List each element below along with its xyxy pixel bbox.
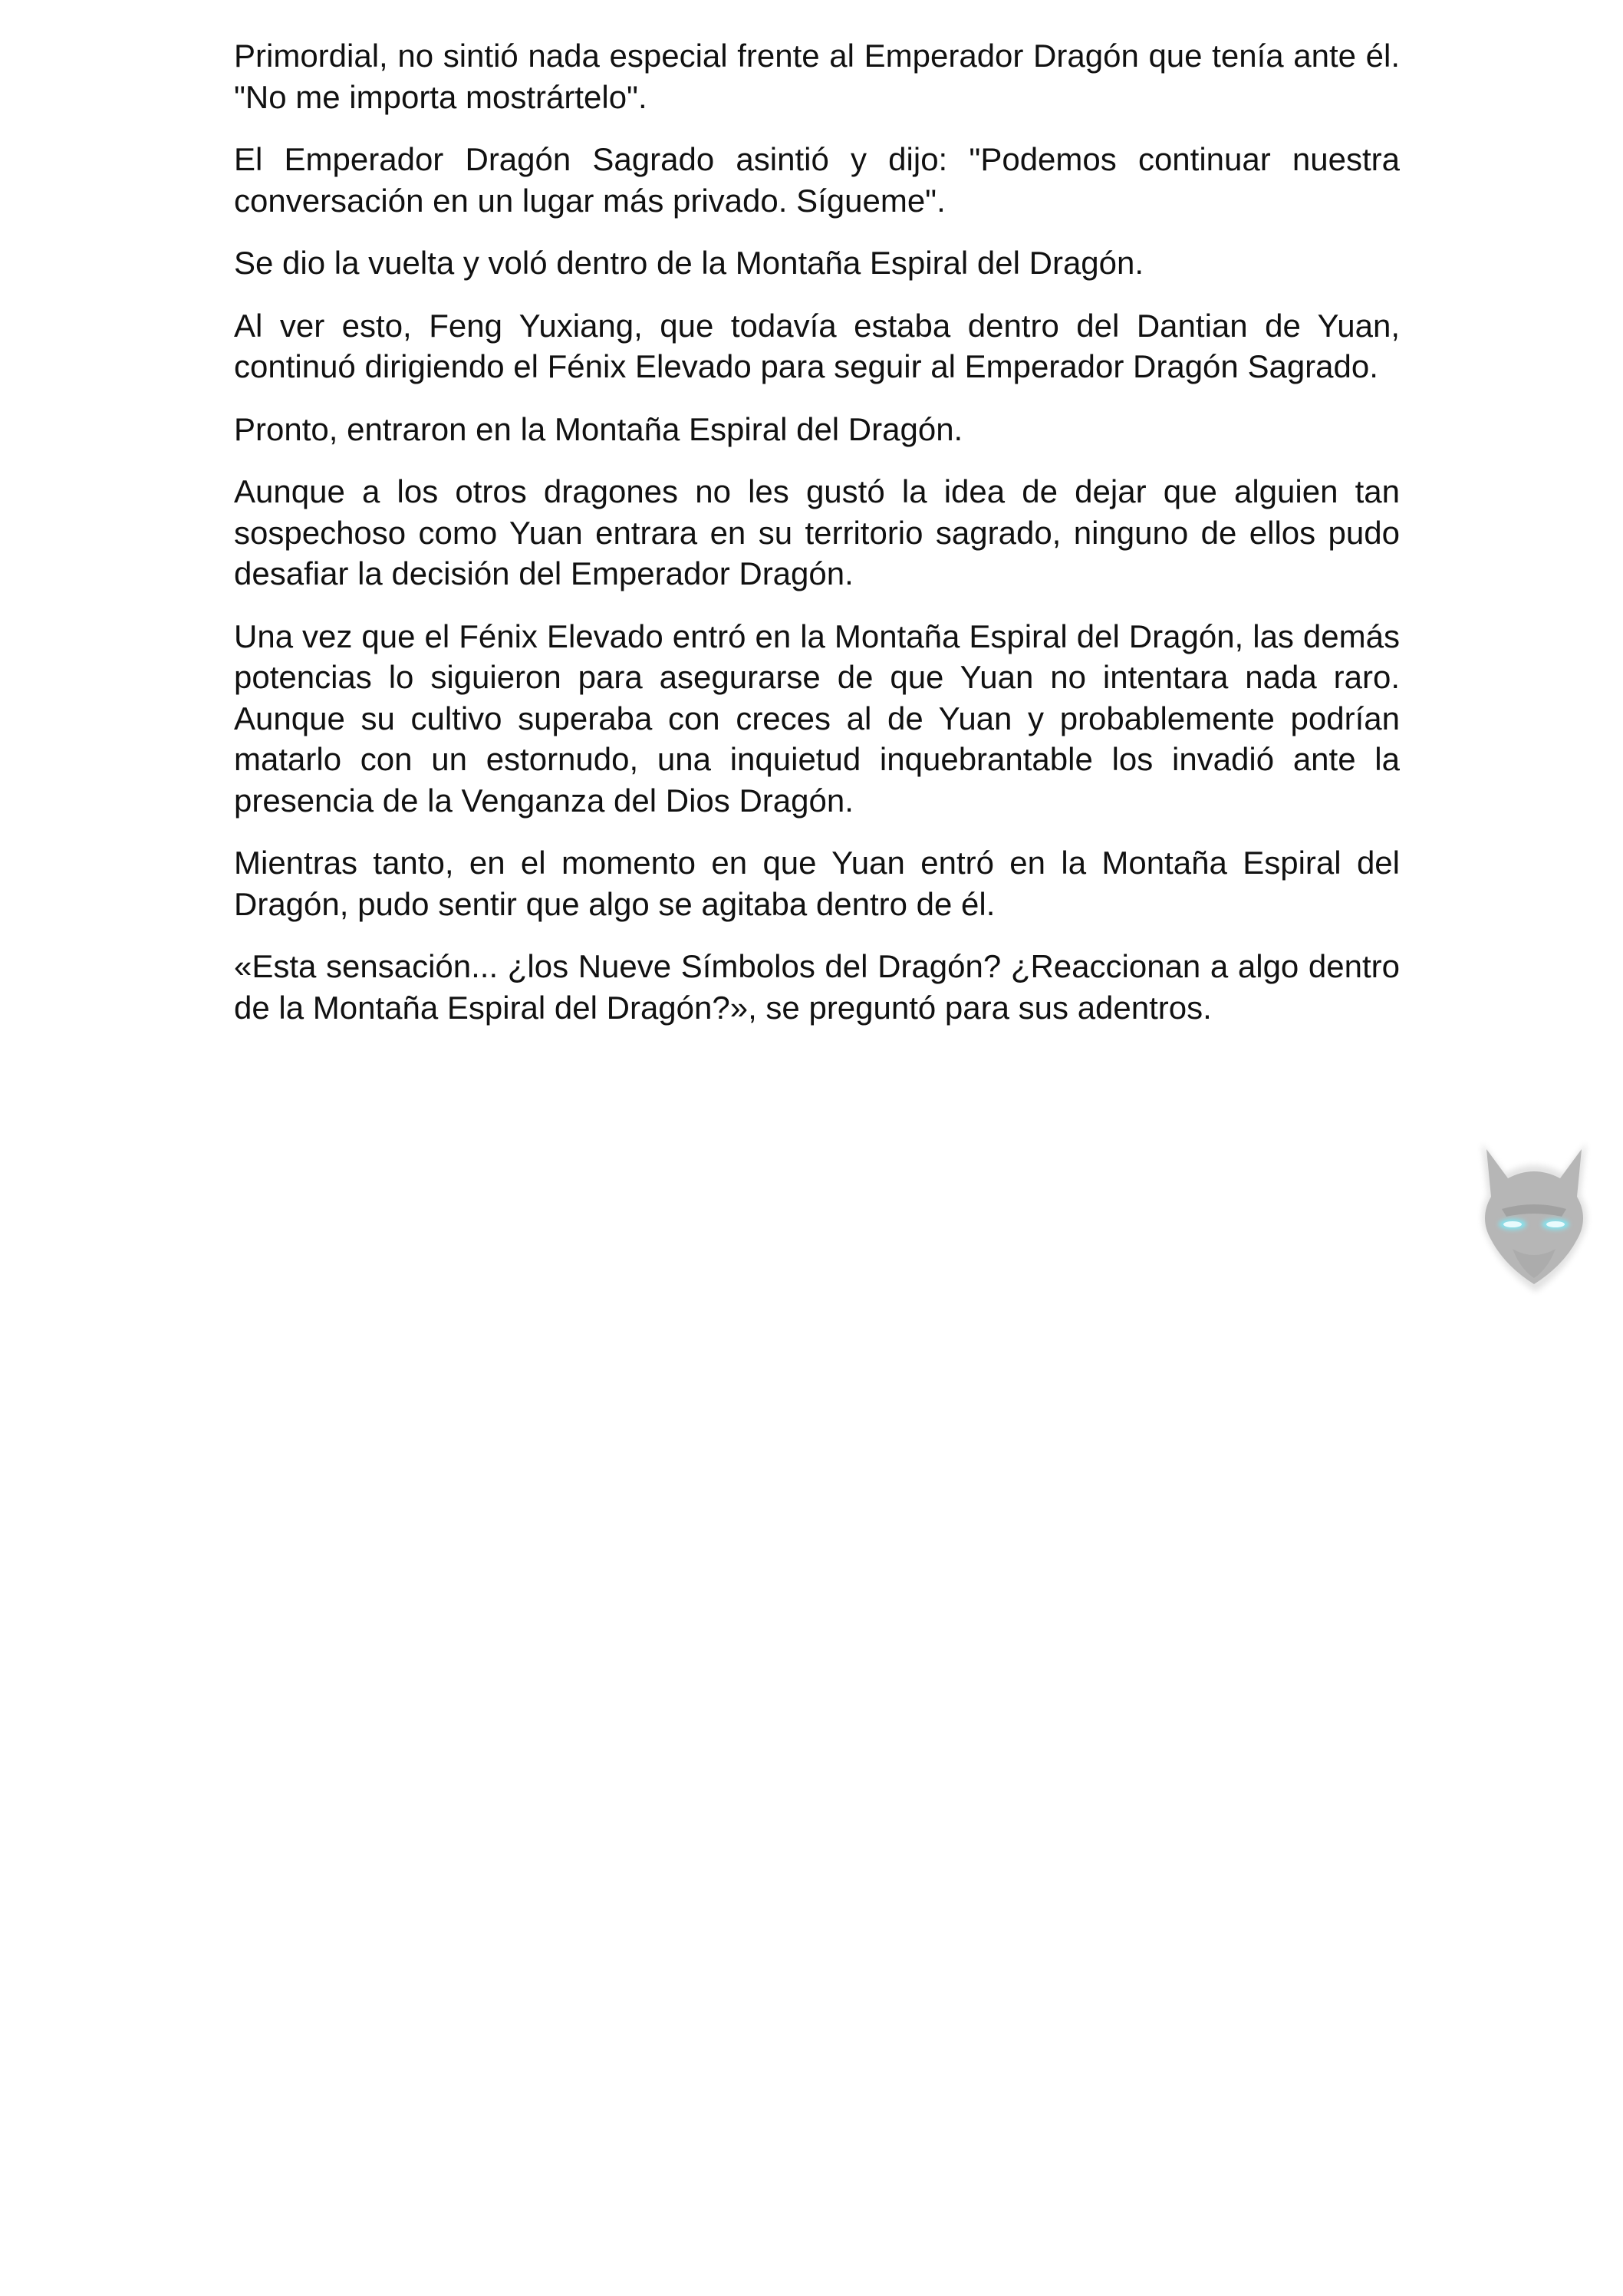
paragraph-4: Al ver esto, Feng Yuxiang, que todavía estaba dentro del Dantian de Yuan, continuó dirigiendo el Fénix Elevado para seguir al Emperador Dragón Sagrado.	[234, 307, 1400, 384]
paragraph-5: Pronto, entraron en la Montaña Espiral del Dragón.	[234, 410, 963, 447]
demon-head-logo-icon	[1465, 1126, 1603, 1299]
paragraph-7: Una vez que el Fénix Elevado entró en la Montaña Espiral del Dragón, las demás potencias lo siguieron para asegurarse de que Yuan no intentara nada raro. Aunque su cultivo superaba con creces al de Yuan y probablemente podrían matarlo con un estornudo, una inquietud inquebrantable los invadió ante la presencia de la Venganza del Dios Dragón.	[234, 618, 1400, 819]
paragraph-1: Primordial, no sintió nada especial frente al Emperador Dragón que tenía ante él. "No me importa mostrártelo".	[234, 38, 1400, 115]
paragraph-9: «Esta sensación... ¿los Nueve Símbolos del Dragón? ¿Reaccionan a algo dentro de la Montaña Espiral del Dragón?», se preguntó para sus adentros.	[234, 948, 1400, 1026]
paragraph-8: Mientras tanto, en el momento en que Yuan entró en la Montaña Espiral del Dragón, pudo sentir que algo se agitaba dentro de él.	[234, 845, 1400, 922]
paragraph-2: El Emperador Dragón Sagrado asintió y dijo: "Podemos continuar nuestra conversación en un lugar más privado. Sígueme".	[234, 141, 1400, 219]
document-body	[234, 35, 1400, 1049]
paragraph-6: Aunque a los otros dragones no les gustó la idea de dejar que alguien tan sospechoso como Yuan entrara en su territorio sagrado, ninguno de ellos pudo desafiar la decisión del Emperador Dragón.	[234, 473, 1400, 591]
paragraph-3: Se dio la vuelta y voló dentro de la Montaña Espiral del Dragón.	[234, 245, 1144, 281]
